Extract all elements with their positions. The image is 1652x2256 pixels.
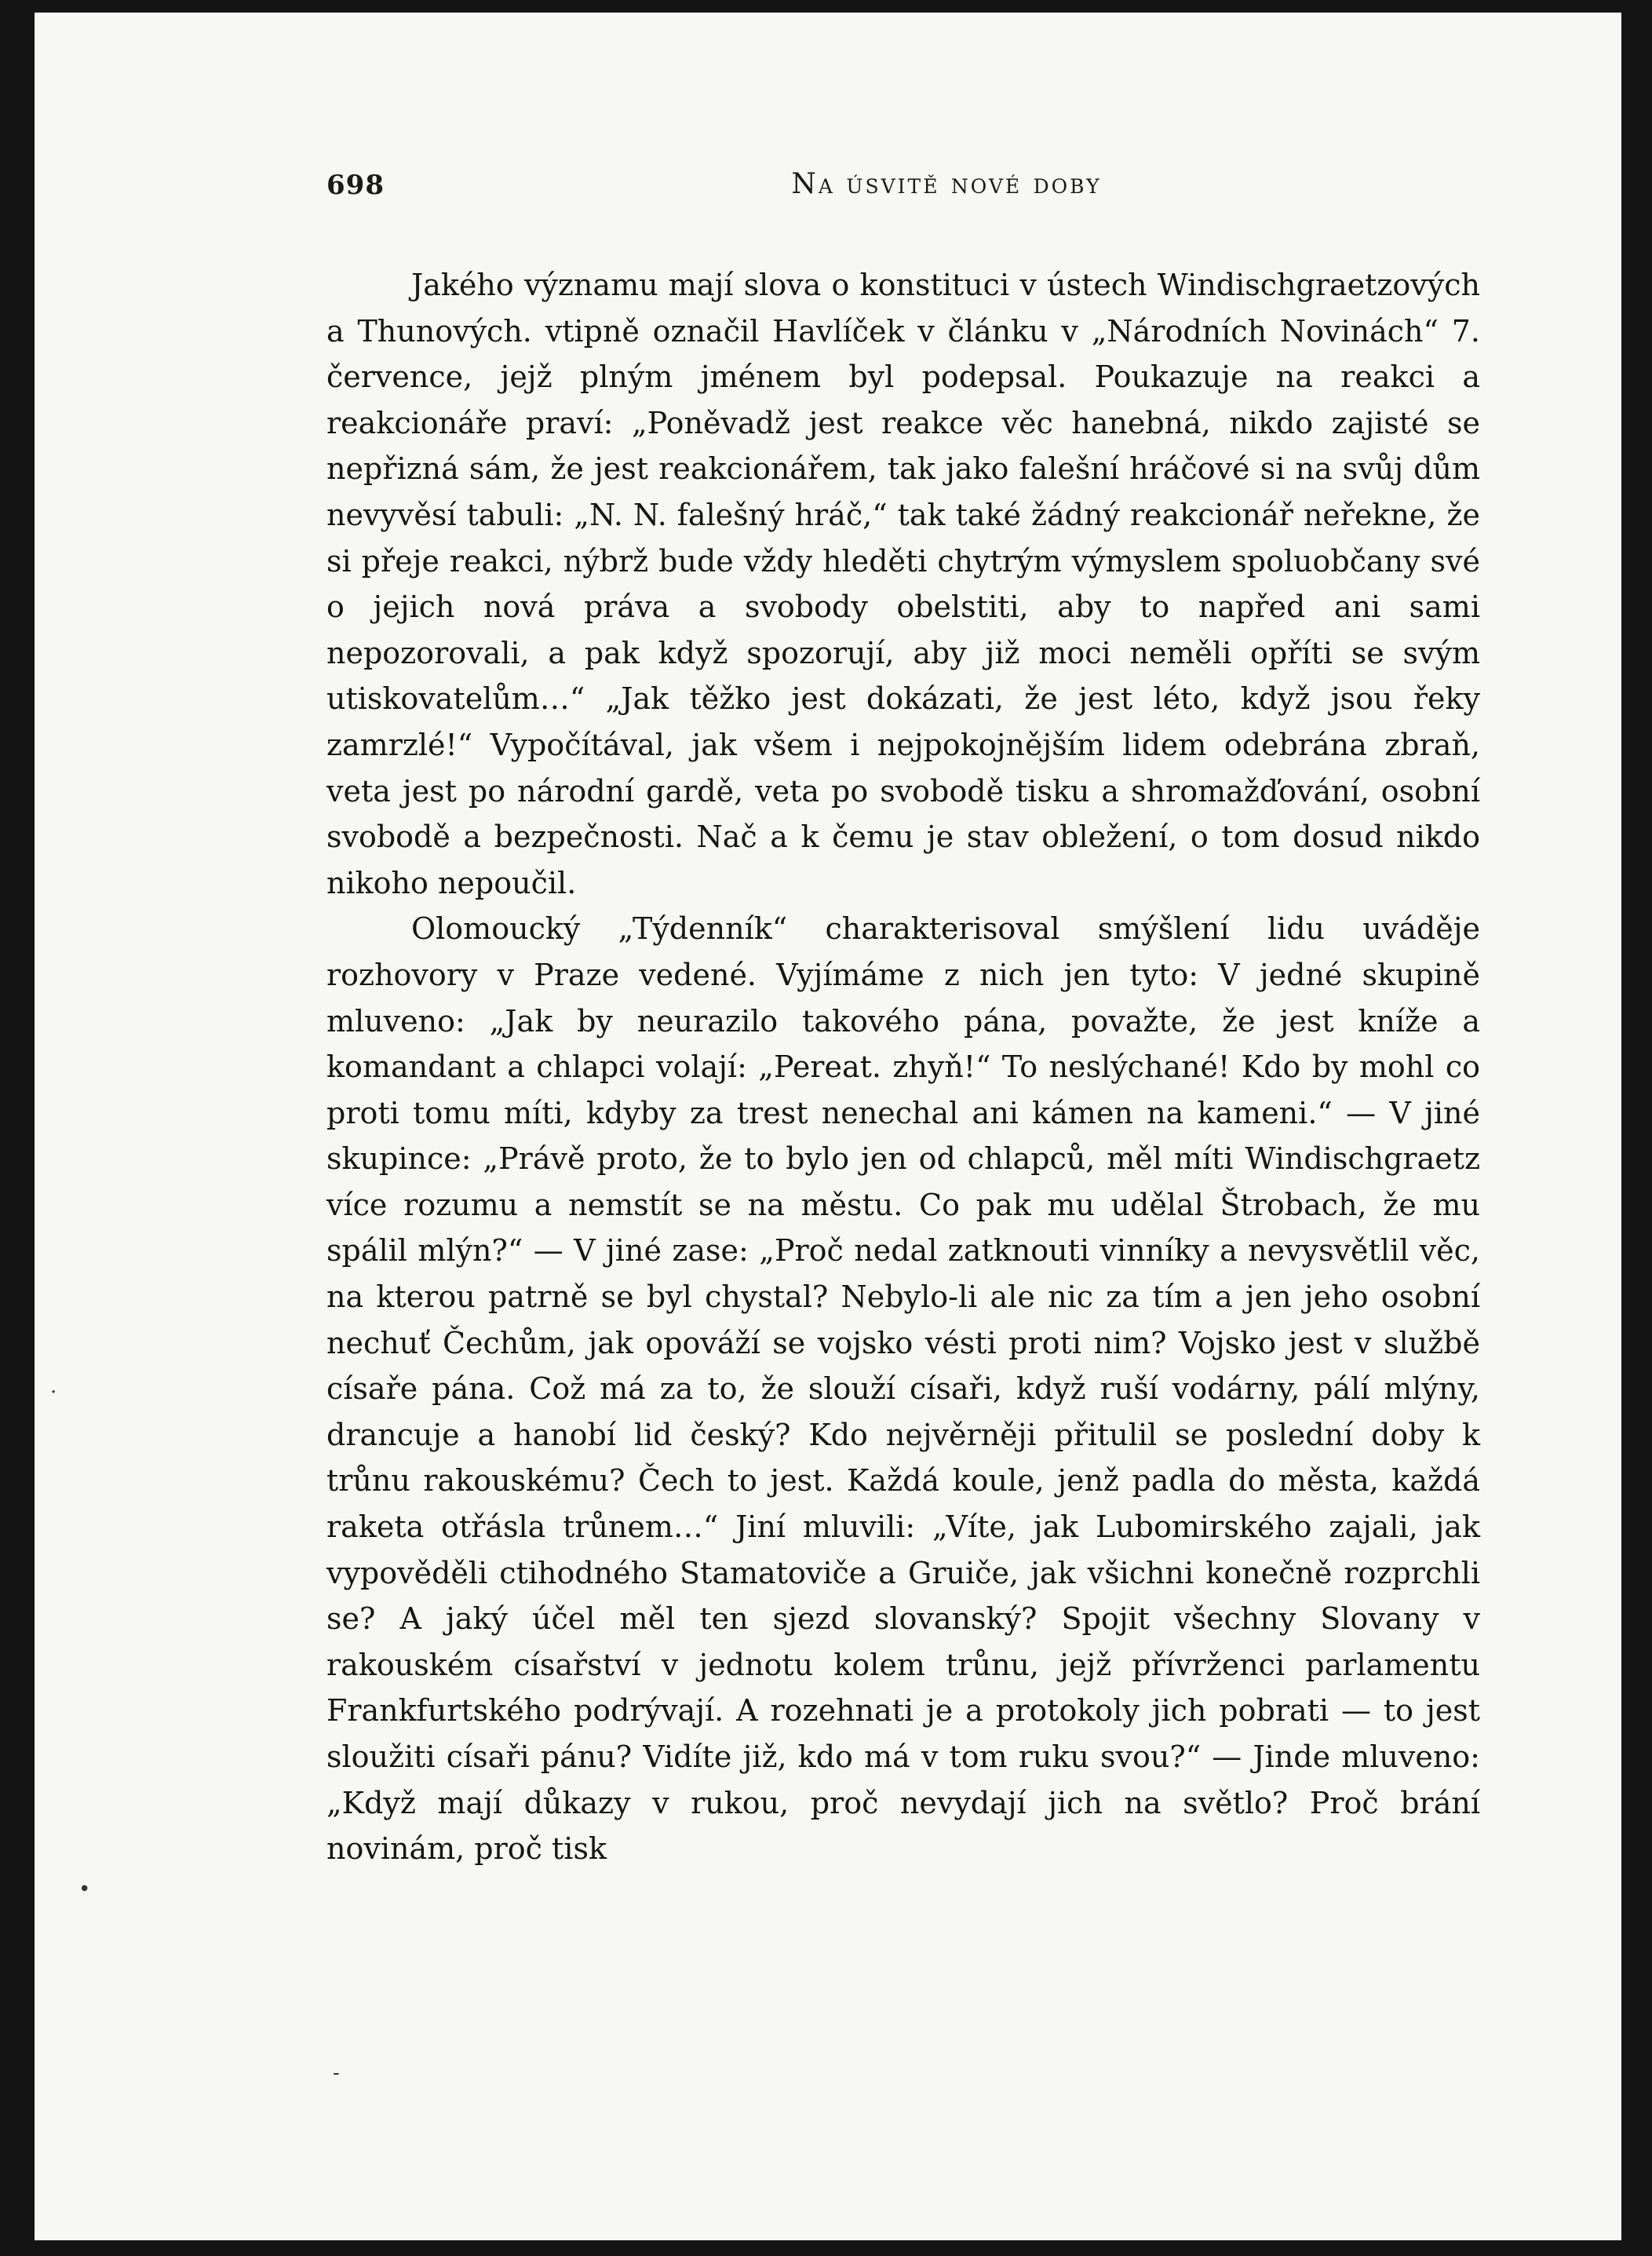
body-text (326, 262, 1480, 1872)
paragraph: Jakého významu mají slova o konstituci v ústech Windischgraetzových a Thunových. vtipně označil Havlíček v článku v „Národních Novinách“ 7. července, jejž plným jménem byl podepsal. Poukazuje na reakci a reakcionáře praví: „Poněvadž jest reakce věc hanebná, nikdo zajisté se nepřizná sám, že jest reakcionářem, tak jako falešní hráčové si na svůj dům nevyvěsí tabuli: „N. N. falešný hráč,“ tak také žádný reakcionář neřekne, že si přeje reakci, nýbrž bude vždy hleděti chytrým výmyslem spoluobčany své o jejich nová práva a svobody obelstiti, aby to napřed ani sami nepozorovali, a pak když spozorují, aby již moci neměli opříti se svým utiskovatelům…“ „Jak těžko jest dokázati, že jest léto, když jsou řeky zamrzlé!“ Vypočítával, jak všem i nejpokojnějším lidem odebrána zbraň, veta jest po národní gardě, veta po svobodě tisku a shromažďování, osobní svobodě a bezpečnosti. Nač a k čemu je stav obležení, o tom dosud nikdo nikoho nepoučil. (326, 268, 1480, 900)
scan-speck: · (50, 1381, 57, 1404)
running-head (326, 166, 1480, 214)
scan-speck: • (78, 1878, 91, 1901)
paragraph: Olomoucký „Týdenník“ charakterisoval smýšlení lidu uváděje rozhovory v Praze vedené. Vyjímáme z nich jen tyto: V jedné skupině mluveno: „Jak by neurazilo takového pána, považte, že jest kníže a komandant a chlapci volají: „Pereat. zhyň!“ To neslýchané! Kdo by mohl co proti tomu míti, kdyby za trest nenechal ani kámen na kameni.“ — V jiné skupince: „Právě proto, že to bylo jen od chlapců, měl míti Windischgraetz více rozumu a nemstít se na městu. Co pak mu udělal Štrobach, že mu spálil mlýn?“ — V jiné zase: „Proč nedal zatknouti vinníky a nevysvětlil věc, na kterou patrně se byl chystal? Nebylo-li ale nic za tím a jen jeho osobní nechuť Čechům, jak opováží se vojsko vésti proti nim? Vojsko jest v službě císaře pána. Což má za to, že slouží císaři, když ruší vodárny, pálí mlýny, drancuje a hanobí lid český? Kdo nejvěrněji přitulil se poslední doby k trůnu rakouskému? Čech to jest. Každá koule, jenž padla do města, každá raketa otřásla trůnem…“ Jiní mluvili: „Víte, jak Lubomirského zajali, jak vypověděli ctihodného Stamatoviče a Gruiče, jak všichni konečně rozprchli se? A jaký účel měl ten sjezd slovanský? Spojit všechny Slovany v rakouském císařství v jednotu kolem trůnu, jejž přívrženci parlamentu Frankfurtského podrývají. A rozehnati je a protokoly jich pobrati — to jest sloužiti císaři pánu? Vidíte již, kdo má v tom ruku svou?“ — Jinde mluveno: „Když mají důkazy v rukou, proč nevydají jich na světlo? Proč brání novinám, proč tisk (326, 911, 1480, 1867)
running-head-title: Na úsvitě nové doby (791, 168, 1102, 200)
scanned-page (35, 13, 1621, 2240)
scan-speck: - (333, 2061, 340, 2085)
page-number: 698 (326, 170, 385, 201)
